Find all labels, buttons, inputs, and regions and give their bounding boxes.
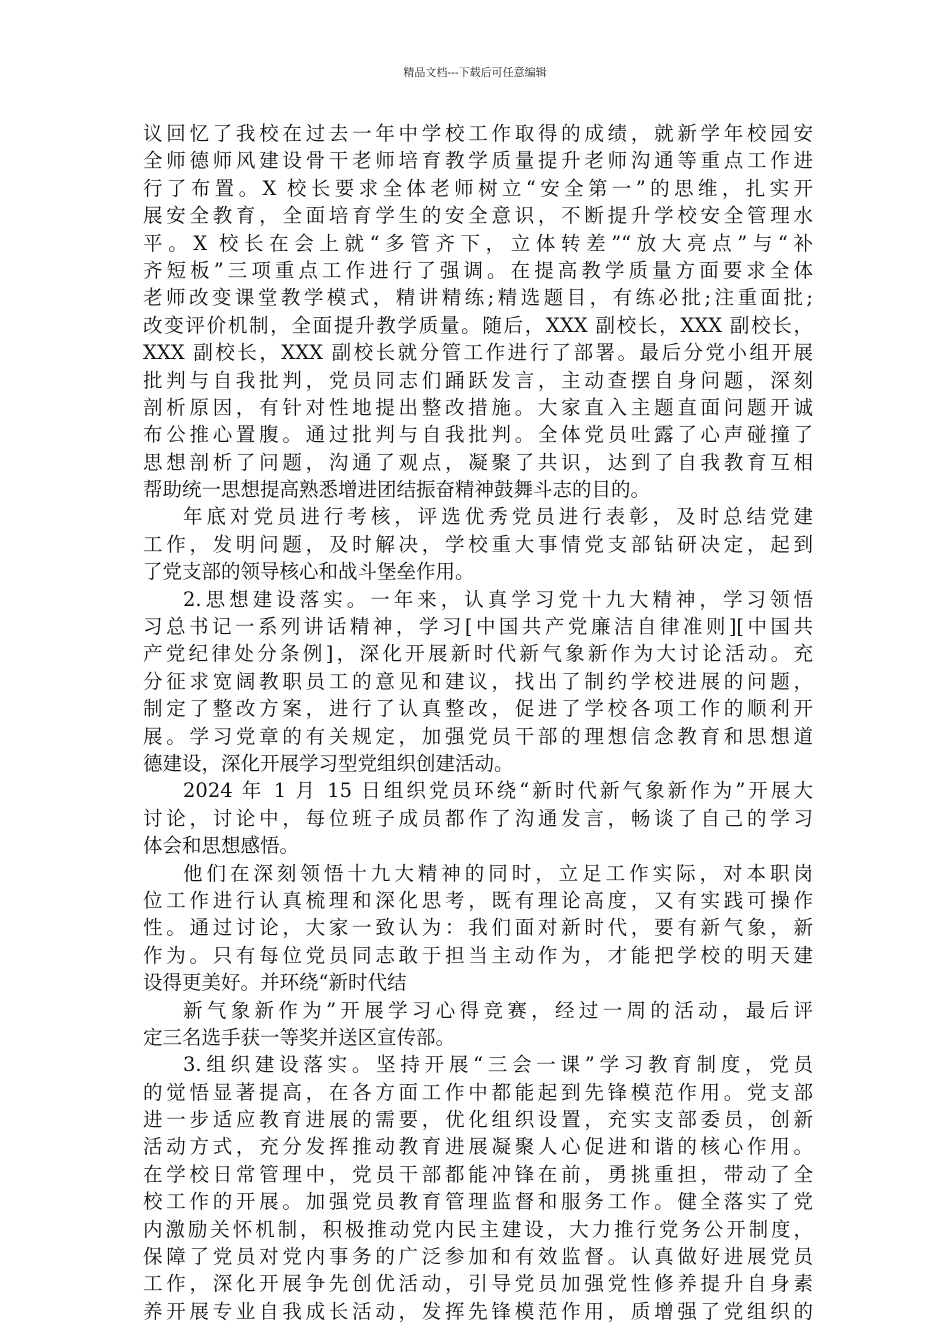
text-line: XXX 副校长，XXX 副校长就分管工作进行了部署。最后分党小组开展 [143,341,813,365]
text-line: 老师改变课堂教学模式，精讲精练;精选题目，有练必批;注重面批; [143,286,813,310]
text-line: 批判与自我批判，党员同志们踊跃发言，主动查摆自身问题，深刻 [143,368,813,392]
text-line: 作为。只有每位党员同志敢于担当主动作为，才能把学校的明天建 [143,943,813,967]
text-line: 位工作进行认真梳理和深化思考，既有理论高度，又有实践可操作 [143,888,813,912]
text-line: 讨论，讨论中，每位班子成员都作了沟通发言，畅谈了自己的学习 [143,806,813,830]
text-line: 新气象新作为”开展学习心得竞赛，经过一周的活动，最后评 [183,998,813,1022]
text-line: 3.组织建设落实。坚持开展“三会一课”学习教育制度，党员 [183,1053,813,1077]
text-line: 展。学习党章的有关规定，加强党员干部的理想信念教育和思想道 [143,724,813,748]
text-line: 分征求宽阔教职员工的意见和建议，找出了制约学校进展的问题， [143,669,813,693]
document-body [143,120,813,1325]
text-line: 他们在深刻领悟十九大精神的同时，立足工作实际，对本职岗 [183,861,813,885]
text-line: 了党支部的领导核心和战斗堡垒作用。 [143,560,475,584]
text-line: 改变评价机制，全面提升教学质量。随后，XXX 副校长，XXX 副校长， [143,313,813,337]
page-header: 精品文档---下载后可任意编辑 [403,66,547,79]
text-line: 年底对党员进行考核，评选优秀党员进行表彰，及时总结党建 [183,505,813,529]
text-line: 2.思想建设落实。一年来，认真学习党十九大精神，学习领悟 [183,587,813,611]
text-line: 全师德师风建设骨干老师培育教学质量提升老师沟通等重点工作进 [143,149,813,173]
text-line: 剖析原因，有针对性地提出整改措施。大家直入主题直面问题开诚 [143,395,813,419]
text-line: 行了布置。X 校长要求全体老师树立“安全第一”的思维，扎实开 [143,176,813,200]
text-line: 保障了党员对党内事务的广泛参加和有效监督。认真做好进展党员 [143,1245,813,1269]
text-line: 养开展专业自我成长活动，发挥先锋模范作用，质增强了党组织的 [143,1299,813,1323]
text-line: 布公推心置腹。通过批判与自我批判。全体党员吐露了心声碰撞了 [143,423,813,447]
text-line: 校工作的开展。加强党员教育管理监督和服务工作。健全落实了党 [143,1190,813,1214]
text-line: 活动方式，充分发挥推动教育进展凝聚人心促进和谐的核心作用。 [143,1135,813,1159]
text-line: 2024 年 1 月 15 日组织党员环绕“新时代新气象新作为”开展大 [183,779,813,803]
text-line: 帮助统一思想提高熟悉增进团结振奋精神鼓舞斗志的目的。 [143,478,651,502]
text-line: 展安全教育，全面培育学生的安全意识，不断提升学校安全管理水 [143,204,813,228]
text-line: 内激励关怀机制，积极推动党内民主建设，大力推行党务公开制度， [143,1217,813,1241]
text-line: 制定了整改方案，进行了认真整改，促进了学校各项工作的顺利开 [143,697,813,721]
text-line: 性。通过讨论，大家一致认为：我们面对新时代，要有新气象，新 [143,916,813,940]
text-line: 的觉悟显著提高，在各方面工作中都能起到先锋模范作用。党支部 [143,1080,813,1104]
text-line: 议回忆了我校在过去一年中学校工作取得的成绩，就新学年校园安 [143,122,813,145]
text-line: 定三名选手获一等奖并送区宣传部。 [143,1025,456,1049]
text-line: 体会和思想感悟。 [143,834,300,858]
text-line: 设得更美好。并环绕“新时代结 [143,971,407,995]
text-line: 工作，深化开展争先创优活动，引导党员加强党性修养提升自身素 [143,1272,813,1296]
text-line: 习总书记一系列讲话精神，学习[中国共产党廉洁自律准则][中国共 [143,615,813,639]
text-line: 德建设，深化开展学习型党组织创建活动。 [143,751,514,775]
text-line: 工作，发明问题，及时解决，学校重大事情党支部钻研决定，起到 [143,532,813,556]
text-line: 产党纪律处分条例]，深化开展新时代新气象新作为大讨论活动。充 [143,642,813,666]
text-line: 平。X 校长在会上就“多管齐下，立体转差”“放大亮点”与“补 [143,231,813,255]
text-line: 齐短板”三项重点工作进行了强调。在提高教学质量方面要求全体 [143,258,813,282]
text-line: 思想剖析了问题，沟通了观点，凝聚了共识，达到了自我教育互相 [143,450,813,474]
text-line: 在学校日常管理中，党员干部都能冲锋在前，勇挑重担，带动了全 [143,1162,813,1186]
text-line: 进一步适应教育进展的需要，优化组织设置，充实支部委员，创新 [143,1108,813,1132]
